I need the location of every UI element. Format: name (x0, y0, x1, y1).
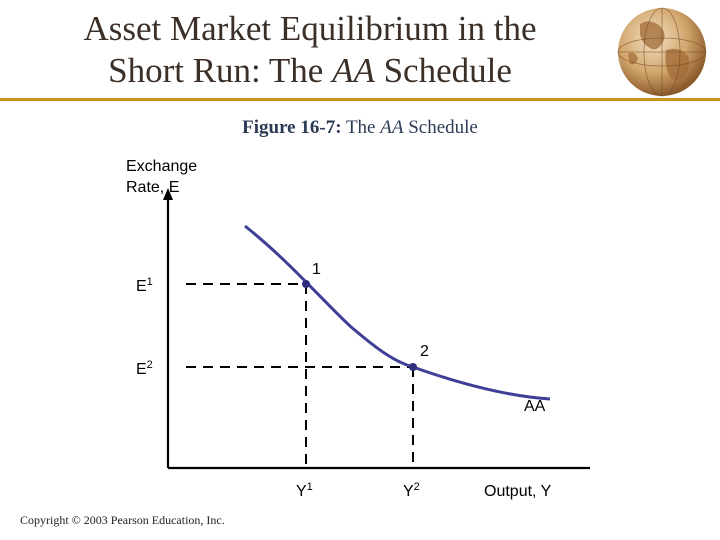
point-2-marker (409, 363, 417, 371)
caption-italic: AA (380, 117, 404, 138)
point-1-marker (302, 280, 310, 288)
y2-label: $Y^2$ (403, 481, 420, 500)
caption-prefix: The (341, 117, 381, 138)
aa-curve-label: AA (524, 398, 546, 415)
title-line-2-italic: AA (332, 51, 375, 90)
point-2-label: 2 (420, 343, 429, 360)
y-axis-label-line2: Rate, E (126, 179, 180, 196)
y-axis-label-line1: Exchange (126, 158, 198, 175)
title-line-2-suffix: Schedule (374, 51, 512, 90)
caption-suffix: Schedule (403, 117, 478, 138)
x-axis-label: Output, Y (484, 483, 552, 500)
point-1-label: 1 (312, 261, 321, 278)
e1-label: $E^1$ (136, 276, 153, 295)
aa-curve (245, 226, 550, 399)
figure-number: Figure 16-7: (242, 117, 342, 138)
y1-label: $Y^1$ (296, 481, 313, 500)
title-line-2-prefix: Short Run: The (108, 51, 333, 90)
e2-label: $E^2$ (136, 359, 153, 378)
title-line-1: Asset Market Equilibrium in the (83, 9, 537, 48)
copyright-notice: Copyright © 2003 Pearson Education, Inc. (20, 513, 225, 527)
